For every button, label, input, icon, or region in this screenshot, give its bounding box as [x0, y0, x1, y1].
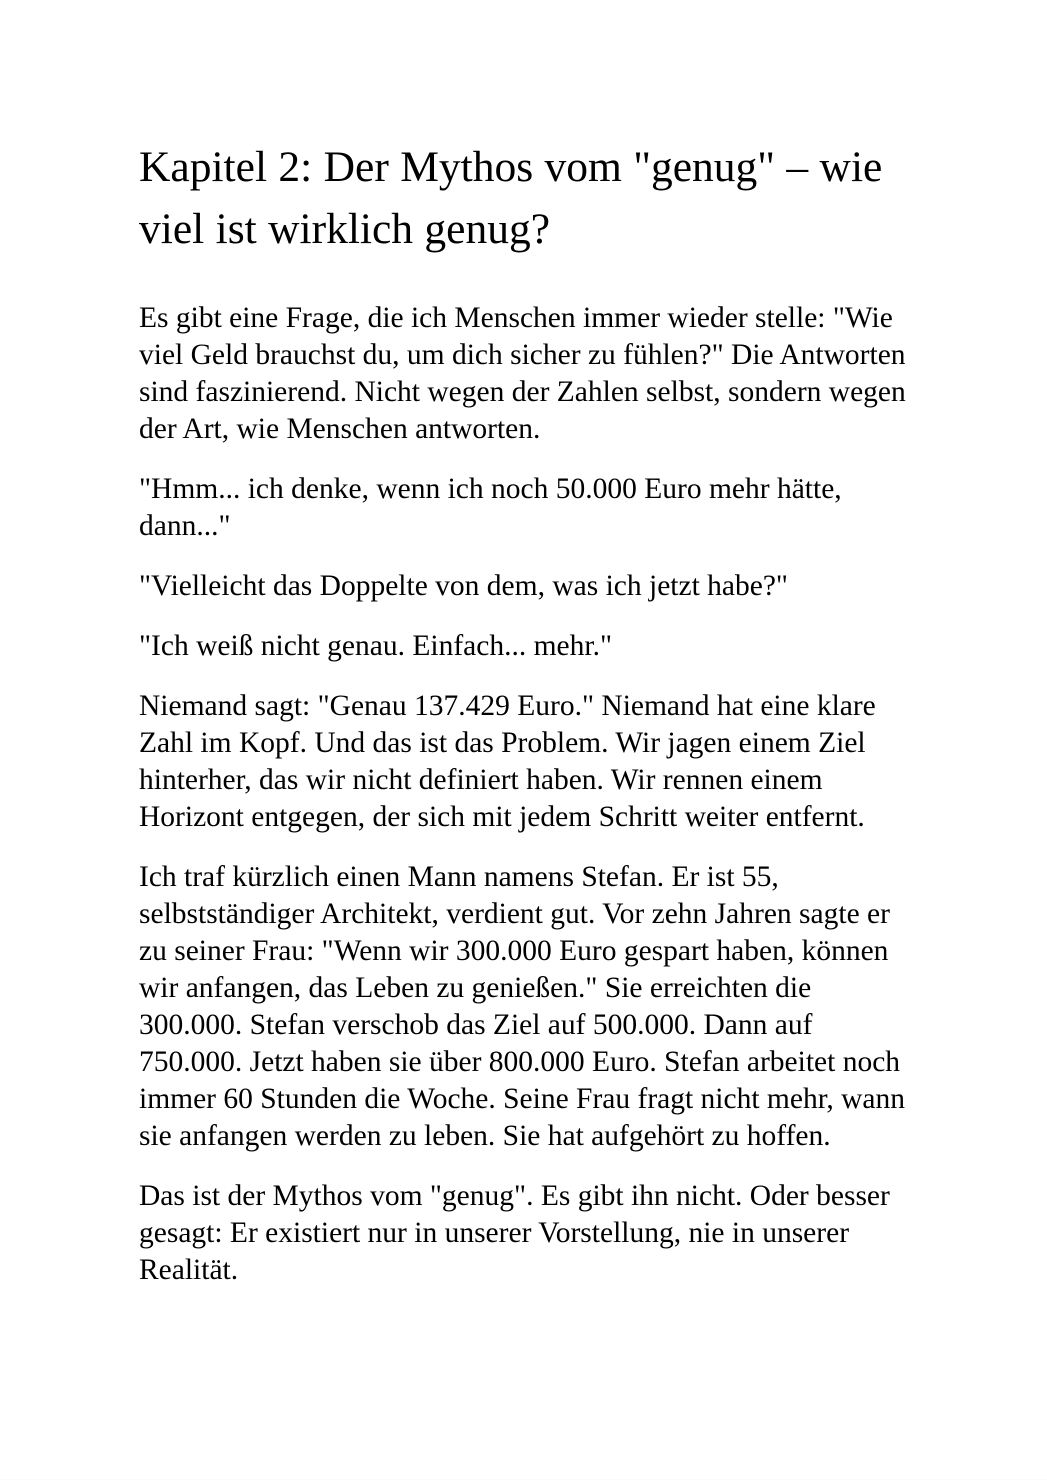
paragraph-niemand-sagt: Niemand sagt: "Genau 137.429 Euro." Niemand hat eine klare Zahl im Kopf. Und das ist das Problem. Wir jagen einem Ziel hinterher, das wir nicht definiert haben. Wir rennen einem Horizont entgegen, der sich mit jedem Schritt weiter entfernt.: [139, 690, 876, 833]
paragraph-stefan-story: Ich traf kürzlich einen Mann namens Stefan. Er ist 55, selbstständiger Architekt, verdient gut. Vor zehn Jahren sagte er zu seiner Frau: "Wenn wir 300.000 Euro gespart haben, können wir anfangen, das Leben zu genießen." Sie erreichten die 300.000. Stefan verschob das Ziel auf 500.000. Dann auf 750.000. Jetzt haben sie über 800.000 Euro. Stefan arbeitet noch immer 60 Stunden die Woche. Seine Frau fragt nicht mehr, wann sie anfangen werden zu leben. Sie hat aufgehört zu hoffen.: [139, 861, 905, 1152]
paragraph-intro-question: Es gibt eine Frage, die ich Menschen immer wieder stelle: "Wie viel Geld brauchst du, um dich sicher zu fühlen?" Die Antworten sind faszinierend. Nicht wegen der Zahlen selbst, sondern wegen der Art, wie Menschen antworten.: [139, 302, 906, 445]
page-content-column: [139, 136, 907, 1289]
paragraph-quote-doppelte: "Vielleicht das Doppelte von dem, was ich jetzt habe?": [139, 570, 788, 602]
page-title: Kapitel 2: Der Mythos vom "genug" – wie viel ist wirklich genug?: [139, 143, 883, 253]
paragraph-quote-hmm: "Hmm... ich denke, wenn ich noch 50.000 Euro mehr hätte, dann...": [139, 473, 842, 542]
paragraph-quote-einfach-mehr: "Ich weiß nicht genau. Einfach... mehr.": [139, 630, 612, 662]
paragraph-mythos-conclusion: Das ist der Mythos vom "genug". Es gibt ihn nicht. Oder besser gesagt: Er existiert nur in unserer Vorstellung, nie in unserer Realität.: [139, 1180, 890, 1286]
